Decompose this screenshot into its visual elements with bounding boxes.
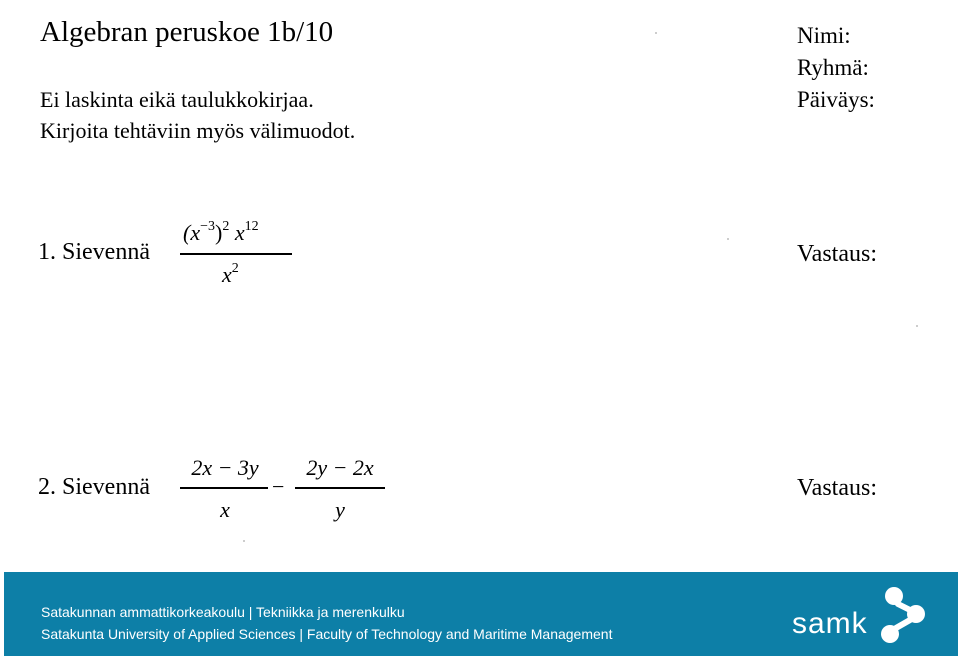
- task-1-num-exp1: −3: [200, 219, 215, 234]
- task-2-minus-operator: −: [272, 474, 285, 499]
- task-2-fraction-1-denominator: x: [220, 497, 230, 522]
- samk-logo-icon: [876, 584, 932, 646]
- instruction-no-calculator: Ei laskinta eikä taulukkokirjaa.: [40, 87, 314, 112]
- task-2-fraction-2-bar: [295, 487, 385, 489]
- page-title: Algebran peruskoe 1b/10: [40, 16, 334, 48]
- task-1-num-base1: (x: [183, 220, 201, 245]
- task-1-label: 1. Sievennä: [38, 239, 150, 265]
- task-1-num-exp3: 12: [244, 219, 259, 234]
- task-1-num-base2: x: [234, 220, 245, 245]
- task-2-fraction-2-numerator: 2y − 2x: [306, 455, 374, 480]
- scan-speck: [727, 238, 729, 240]
- task-1-den-exp: 2: [231, 261, 239, 276]
- samk-logo-text: samk: [792, 607, 868, 640]
- footer-band: [4, 572, 958, 656]
- scan-speck: [655, 32, 657, 34]
- footer-line-finnish: Satakunnan ammattikorkeakoulu | Tekniikka ja merenkulku: [41, 604, 405, 620]
- name-field-label: Nimi:: [797, 23, 851, 48]
- task-2-label: 2. Sievennä: [38, 474, 150, 500]
- footer-line-english: Satakunta University of Applied Sciences | Faculty of Technology and Maritime Management: [41, 626, 613, 642]
- scan-speck: [243, 540, 245, 542]
- task-2-fraction-1-numerator: 2x − 3y: [191, 455, 259, 480]
- instruction-show-work: Kirjoita tehtäviin myös välimuodot.: [40, 118, 356, 143]
- task-1-denominator: [222, 262, 239, 288]
- task-2-answer-label: Vastaus:: [797, 475, 877, 501]
- task-1-den-base: x: [222, 262, 232, 287]
- date-field-label: Päiväys:: [797, 87, 875, 112]
- task-1-num-close: ): [215, 220, 223, 245]
- task-2-fraction-1-bar: [180, 487, 268, 489]
- task-1-numerator: [183, 220, 259, 246]
- group-field-label: Ryhmä:: [797, 55, 869, 80]
- task-2-fraction-2-denominator: y: [335, 497, 345, 522]
- scan-speck: [916, 325, 918, 327]
- task-1-fraction-bar: [180, 253, 292, 255]
- task-1-answer-label: Vastaus:: [797, 241, 877, 267]
- task-1-num-exp2: 2: [222, 219, 230, 234]
